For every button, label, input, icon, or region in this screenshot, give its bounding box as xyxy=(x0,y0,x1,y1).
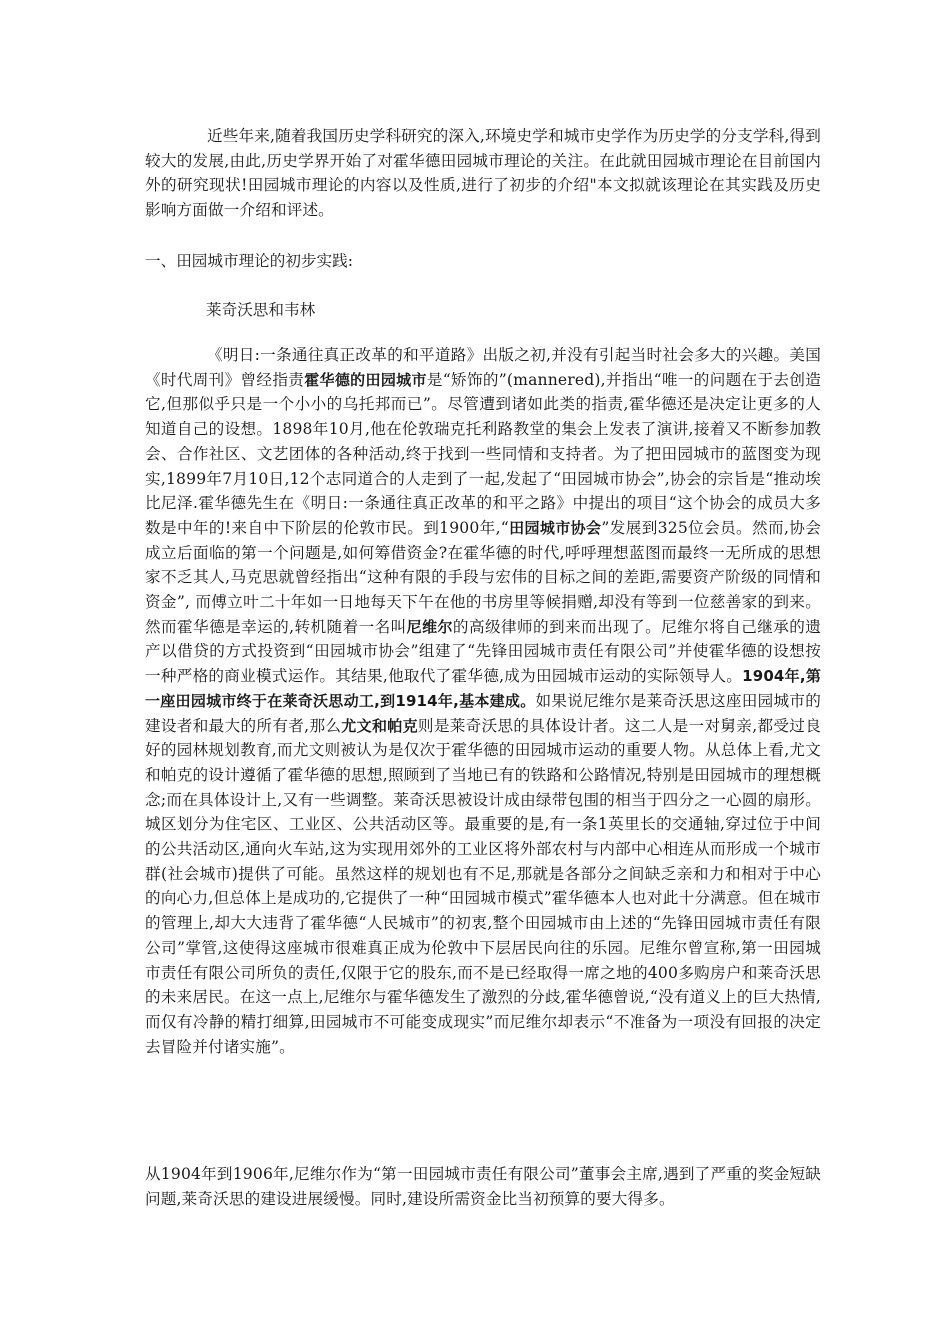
body-text: ”发展到325位会员。然而,协会成立后面临的第一个问题是,如何筹借资金?在霍华德的时代,呼呼理想蓝图而最终一无所成的思想家不乏其人,马克思就曾经指出“这种有限的手段与宏伟的目标之间的差距,需要资产阶级的同情和资金”, 而傅立叶二十年如一日地每天下午在他的书房里等候捐赠,却没有等到一位慈善家的到来。然而霍华德是幸运的,转机随着一名叫 xyxy=(145,518,822,636)
body-text: 《明日:一条通往真正改革的和平道路》出版之初,并没有引起当时社会多大的兴趣。美国《时代周刊》曾经指责 xyxy=(145,346,821,389)
body-text: 的高级律师的到来而出现了。尼维尔将自己继承的遗产以借贷的方式投资到“田园城市协会”组建了“先锋田园城市责任有限公司”并使霍华德的设想按一种严格的商业模式运作。其结果,他取代了霍华德,成为田园城市运动的实际领导人。 xyxy=(145,617,822,686)
intro-paragraph: 近些年来,随着我国历史学科研究的深入,环境史学和城市史学作为历史学的分支学科,得到较大的发展,由此,历史学界开始了对霍华德田园城市理论的关注。在此就田园城市理论在目前国内外的研究现状!田园城市理论的内容以及性质,进行了初步的介绍"本文拟就该理论在其实践及历史影响方面做一介绍和评述。 xyxy=(145,127,821,220)
body-text: 如果说尼维尔是莱奇沃思这座田园城市的建设者和最大的所有者,那么 xyxy=(145,691,821,735)
body-paragraph-2: 从1904年到1906年,尼维尔作为“第一田园城市责任有限公司”董事会主席,遇到了严重的奖金短缺问题,莱奇沃思的建设进展缓慢。同时,建设所需资金比当初预算的要大得多。 xyxy=(145,1165,821,1208)
body-text: 是“矫饰的”(mannered),并指出“唯一的问题在于去创造它,但那似乎只是一个小小的乌托邦而已”。尽管遭到诸如此类的指责,霍华德还是决定让更多的人知道自己的设想。1898年10月,他在伦敦瑞克托利路教堂的集会上发表了演讲,接着又不断参加教会、合作社区、文艺团体的各种活动,终于找到一些同情和支持者。为了把田园城市的蓝图变为现实,1899年7月10日,12个志同道合的人走到了一起,发起了“田园城市协会”,协会的宗旨是“推动埃比尼泽.霍华德先生在《明日:一条通往真正改革的和平之路》中提出的项目“这个协会的成员大多数是中年的!来自中下阶层的伦敦市民。到1900年,“ xyxy=(145,370,821,537)
bold-phrase: 田园城市协会 xyxy=(508,518,602,537)
bold-phrase: 尼维尔 xyxy=(406,617,453,636)
bold-phrase: 1904年,第一座田园城市终于在莱奇沃思动工,到1914年,基本建成。 xyxy=(145,667,822,710)
bold-phrase: 霍华德的田园城市 xyxy=(304,370,427,389)
body-paragraph-1 xyxy=(145,343,821,1059)
section-subheading: 莱奇沃思和韦林 xyxy=(206,301,316,319)
section-heading: 一、田园城市理论的初步实践: xyxy=(145,252,353,270)
body-text: 则是莱奇沃思的具体设计者。这二人是一对舅亲,都受过良好的园林规划教育,而尤文则被认为是仅次于霍华德的田园城市运动的重要人物。从总体上看,尤文和帕克的设计遵循了霍华德的思想,照顾到了当地已有的铁路和公路情况,特别是田园城市的理想概念;而在具体设计上,又有一些调整。莱奇沃思被设计成由绿带包围的相当于四分之一心圆的扇形。城区划分为住宅区、工业区、公共活动区等。最重要的是,有一条1英里长的交通轴,穿过位于中间的公共活动区,通向火车站,这为实现用郊外的工业区将外部农村与内部中心相连从而形成一个城市群(社会城市)提供了可能。虽然这样的规划也有不足,那就是各部分之间缺乏亲和力和相对于中心的向心力,但总体上是成功的,它提供了一种“田园城市模式”霍华德本人也对此十分满意。但在城市的管理上,却大大违背了霍华德“人民城市”的初衷,整个田园城市由上述的“先锋田园城市责任有限公司”掌管,这使得这座城市很难真正成为伦敦中下层居民向往的乐园。尼维尔曾宣称,第一田园城市责任有限公司所负的责任,仅限于它的股东,而不是已经取得一席之地的400多购房户和莱奇沃思的未来居民。在这一点上,尼维尔与霍华德发生了激烈的分歧,霍华德曾说,“没有道义上的巨大热情,而仅有冷静的精打细算,田园城市不可能变成现实”而尼维尔却表示“不准备为一项没有回报的决定去冒险并付诸实施”。 xyxy=(145,716,821,1056)
bold-phrase: 尤文和帕克 xyxy=(341,716,418,735)
